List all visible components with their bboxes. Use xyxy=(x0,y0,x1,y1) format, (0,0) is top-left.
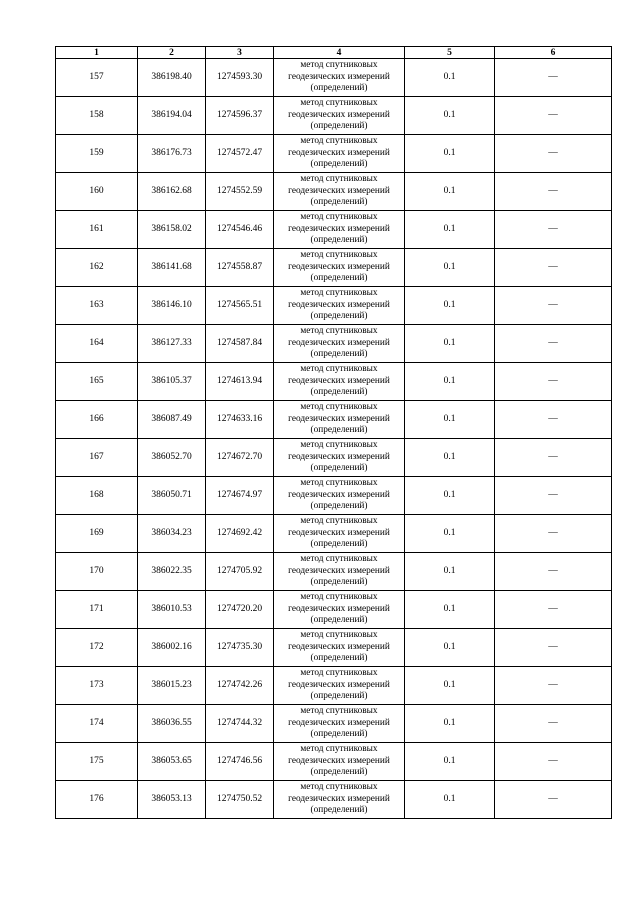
method-cell: метод спутниковых геодезических измерений (определений) xyxy=(274,477,405,515)
table-header xyxy=(56,47,612,59)
point-number-cell: 169 xyxy=(56,515,138,553)
note-cell: — xyxy=(495,173,612,211)
accuracy-cell: 0.1 xyxy=(405,59,495,97)
coordinate-y-cell: 1274552.59 xyxy=(206,173,274,211)
table-row xyxy=(56,705,612,743)
note-cell: — xyxy=(495,135,612,173)
column-header-6: 6 xyxy=(495,47,612,59)
coordinate-x-cell: 386010.53 xyxy=(138,591,206,629)
note-cell: — xyxy=(495,325,612,363)
point-number-cell: 161 xyxy=(56,211,138,249)
note-cell: — xyxy=(495,477,612,515)
table-row xyxy=(56,477,612,515)
point-number-cell: 165 xyxy=(56,363,138,401)
accuracy-cell: 0.1 xyxy=(405,363,495,401)
table-row xyxy=(56,173,612,211)
point-number-cell: 171 xyxy=(56,591,138,629)
note-cell: — xyxy=(495,59,612,97)
point-number-cell: 168 xyxy=(56,477,138,515)
coordinate-x-cell: 386105.37 xyxy=(138,363,206,401)
coordinate-x-cell: 386198.40 xyxy=(138,59,206,97)
accuracy-cell: 0.1 xyxy=(405,173,495,211)
table-row xyxy=(56,59,612,97)
coordinate-x-cell: 386158.02 xyxy=(138,211,206,249)
coordinate-y-cell: 1274587.84 xyxy=(206,325,274,363)
point-number-cell: 159 xyxy=(56,135,138,173)
method-cell: метод спутниковых геодезических измерений (определений) xyxy=(274,591,405,629)
table-row xyxy=(56,135,612,173)
coordinate-y-cell: 1274742.26 xyxy=(206,667,274,705)
coordinate-x-cell: 386053.13 xyxy=(138,781,206,819)
point-number-cell: 164 xyxy=(56,325,138,363)
method-cell: метод спутниковых геодезических измерений (определений) xyxy=(274,97,405,135)
point-number-cell: 160 xyxy=(56,173,138,211)
coordinate-y-cell: 1274692.42 xyxy=(206,515,274,553)
method-cell: метод спутниковых геодезических измерений (определений) xyxy=(274,173,405,211)
point-number-cell: 175 xyxy=(56,743,138,781)
accuracy-cell: 0.1 xyxy=(405,477,495,515)
note-cell: — xyxy=(495,667,612,705)
coordinate-y-cell: 1274672.70 xyxy=(206,439,274,477)
coordinate-y-cell: 1274596.37 xyxy=(206,97,274,135)
method-cell: метод спутниковых геодезических измерений (определений) xyxy=(274,363,405,401)
accuracy-cell: 0.1 xyxy=(405,211,495,249)
point-number-cell: 158 xyxy=(56,97,138,135)
coordinate-x-cell: 386034.23 xyxy=(138,515,206,553)
note-cell: — xyxy=(495,287,612,325)
note-cell: — xyxy=(495,629,612,667)
coordinate-x-cell: 386053.65 xyxy=(138,743,206,781)
point-number-cell: 162 xyxy=(56,249,138,287)
coordinate-y-cell: 1274746.56 xyxy=(206,743,274,781)
accuracy-cell: 0.1 xyxy=(405,705,495,743)
table-row xyxy=(56,363,612,401)
accuracy-cell: 0.1 xyxy=(405,135,495,173)
accuracy-cell: 0.1 xyxy=(405,287,495,325)
note-cell: — xyxy=(495,439,612,477)
table-body xyxy=(56,59,612,819)
coordinate-y-cell: 1274744.32 xyxy=(206,705,274,743)
note-cell: — xyxy=(495,249,612,287)
table-row xyxy=(56,211,612,249)
column-header-4: 4 xyxy=(274,47,405,59)
note-cell: — xyxy=(495,211,612,249)
table-row xyxy=(56,629,612,667)
coordinate-y-cell: 1274558.87 xyxy=(206,249,274,287)
coordinate-y-cell: 1274565.51 xyxy=(206,287,274,325)
coordinate-y-cell: 1274546.46 xyxy=(206,211,274,249)
coordinates-table xyxy=(55,46,612,819)
method-cell: метод спутниковых геодезических измерений (определений) xyxy=(274,439,405,477)
coordinate-x-cell: 386146.10 xyxy=(138,287,206,325)
note-cell: — xyxy=(495,553,612,591)
note-cell: — xyxy=(495,743,612,781)
method-cell: метод спутниковых геодезических измерений (определений) xyxy=(274,705,405,743)
point-number-cell: 163 xyxy=(56,287,138,325)
accuracy-cell: 0.1 xyxy=(405,401,495,439)
column-header-5: 5 xyxy=(405,47,495,59)
coordinate-y-cell: 1274705.92 xyxy=(206,553,274,591)
point-number-cell: 176 xyxy=(56,781,138,819)
method-cell: метод спутниковых геодезических измерений (определений) xyxy=(274,59,405,97)
coordinate-y-cell: 1274674.97 xyxy=(206,477,274,515)
method-cell: метод спутниковых геодезических измерений (определений) xyxy=(274,135,405,173)
note-cell: — xyxy=(495,705,612,743)
method-cell: метод спутниковых геодезических измерений (определений) xyxy=(274,515,405,553)
table-row xyxy=(56,97,612,135)
accuracy-cell: 0.1 xyxy=(405,667,495,705)
accuracy-cell: 0.1 xyxy=(405,629,495,667)
note-cell: — xyxy=(495,515,612,553)
coordinate-y-cell: 1274720.20 xyxy=(206,591,274,629)
note-cell: — xyxy=(495,401,612,439)
table-row xyxy=(56,591,612,629)
accuracy-cell: 0.1 xyxy=(405,743,495,781)
coordinate-x-cell: 386036.55 xyxy=(138,705,206,743)
method-cell: метод спутниковых геодезических измерений (определений) xyxy=(274,553,405,591)
accuracy-cell: 0.1 xyxy=(405,439,495,477)
accuracy-cell: 0.1 xyxy=(405,553,495,591)
method-cell: метод спутниковых геодезических измерений (определений) xyxy=(274,401,405,439)
table-row xyxy=(56,515,612,553)
method-cell: метод спутниковых геодезических измерений (определений) xyxy=(274,743,405,781)
note-cell: — xyxy=(495,363,612,401)
table-row xyxy=(56,287,612,325)
table-row xyxy=(56,439,612,477)
coordinate-x-cell: 386015.23 xyxy=(138,667,206,705)
coordinate-x-cell: 386087.49 xyxy=(138,401,206,439)
point-number-cell: 173 xyxy=(56,667,138,705)
point-number-cell: 174 xyxy=(56,705,138,743)
point-number-cell: 167 xyxy=(56,439,138,477)
note-cell: — xyxy=(495,591,612,629)
table-row xyxy=(56,553,612,591)
method-cell: метод спутниковых геодезических измерений (определений) xyxy=(274,781,405,819)
coordinate-x-cell: 386162.68 xyxy=(138,173,206,211)
note-cell: — xyxy=(495,97,612,135)
coordinate-x-cell: 386127.33 xyxy=(138,325,206,363)
coordinate-y-cell: 1274735.30 xyxy=(206,629,274,667)
point-number-cell: 166 xyxy=(56,401,138,439)
coordinate-x-cell: 386176.73 xyxy=(138,135,206,173)
table-row xyxy=(56,249,612,287)
accuracy-cell: 0.1 xyxy=(405,97,495,135)
method-cell: метод спутниковых геодезических измерений (определений) xyxy=(274,211,405,249)
accuracy-cell: 0.1 xyxy=(405,515,495,553)
coordinate-x-cell: 386194.04 xyxy=(138,97,206,135)
method-cell: метод спутниковых геодезических измерений (определений) xyxy=(274,287,405,325)
method-cell: метод спутниковых геодезических измерений (определений) xyxy=(274,629,405,667)
accuracy-cell: 0.1 xyxy=(405,249,495,287)
method-cell: метод спутниковых геодезических измерений (определений) xyxy=(274,325,405,363)
table-row xyxy=(56,781,612,819)
point-number-cell: 157 xyxy=(56,59,138,97)
coordinate-y-cell: 1274750.52 xyxy=(206,781,274,819)
header-row xyxy=(56,47,612,59)
point-number-cell: 172 xyxy=(56,629,138,667)
table-row xyxy=(56,743,612,781)
coordinate-x-cell: 386141.68 xyxy=(138,249,206,287)
note-cell: — xyxy=(495,781,612,819)
method-cell: метод спутниковых геодезических измерений (определений) xyxy=(274,667,405,705)
coordinate-x-cell: 386002.16 xyxy=(138,629,206,667)
accuracy-cell: 0.1 xyxy=(405,591,495,629)
coordinate-x-cell: 386052.70 xyxy=(138,439,206,477)
coordinate-y-cell: 1274633.16 xyxy=(206,401,274,439)
coordinate-y-cell: 1274613.94 xyxy=(206,363,274,401)
accuracy-cell: 0.1 xyxy=(405,781,495,819)
coordinate-x-cell: 386050.71 xyxy=(138,477,206,515)
table-row xyxy=(56,325,612,363)
accuracy-cell: 0.1 xyxy=(405,325,495,363)
column-header-1: 1 xyxy=(56,47,138,59)
table-row xyxy=(56,667,612,705)
coordinate-y-cell: 1274572.47 xyxy=(206,135,274,173)
point-number-cell: 170 xyxy=(56,553,138,591)
coordinate-y-cell: 1274593.30 xyxy=(206,59,274,97)
column-header-3: 3 xyxy=(206,47,274,59)
column-header-2: 2 xyxy=(138,47,206,59)
method-cell: метод спутниковых геодезических измерений (определений) xyxy=(274,249,405,287)
table-row xyxy=(56,401,612,439)
coordinate-x-cell: 386022.35 xyxy=(138,553,206,591)
